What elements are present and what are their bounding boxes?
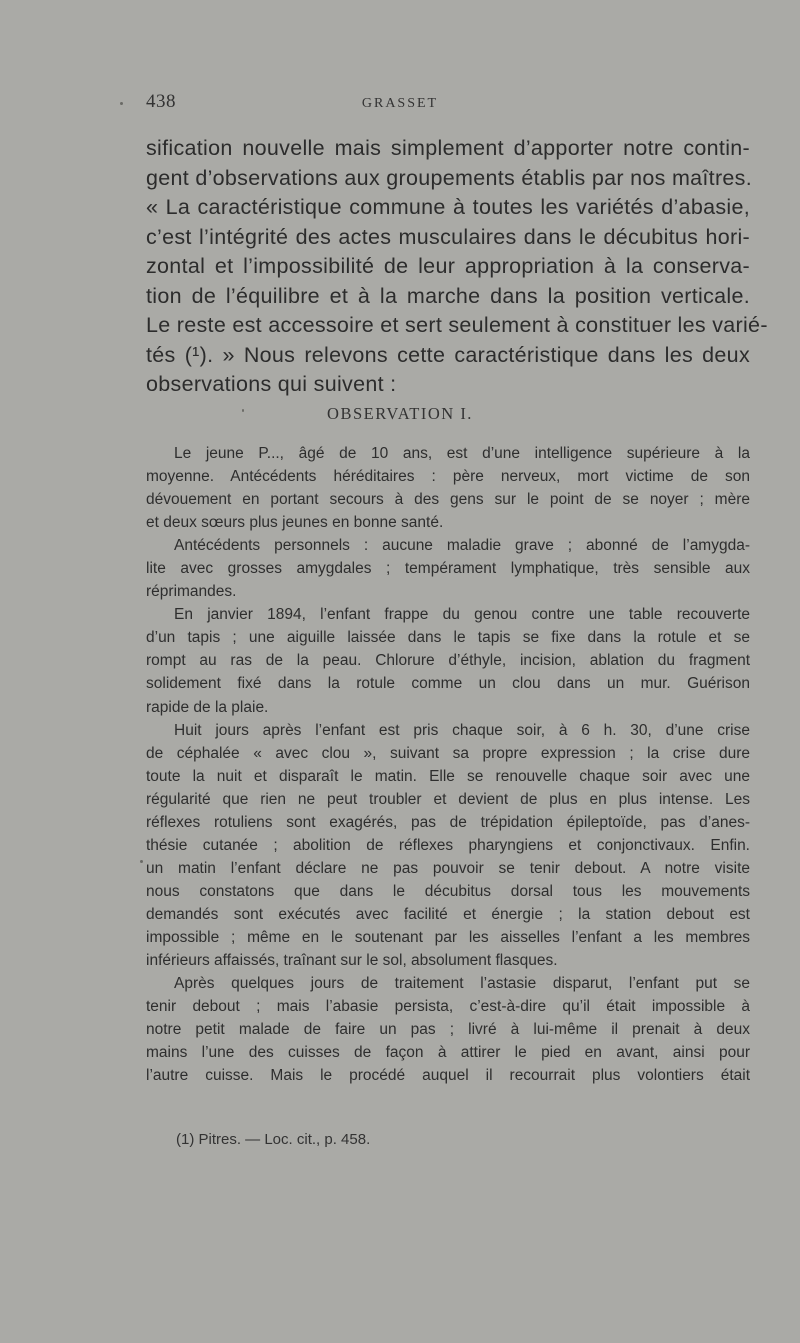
text-line: rompt au ras de la peau. Chlorure d’éthyle, incision, ablation du fragment xyxy=(146,652,750,670)
text-line: dévouement en portant secours à des gens sur le point de se noyer ; mère xyxy=(146,491,750,509)
text-line: Après quelques jours de traitement l’astasie disparut, l’enfant put se xyxy=(174,975,750,993)
paper-speck xyxy=(242,409,244,412)
text-line: observations qui suivent : xyxy=(146,372,397,396)
text-line: impossible ; même en le soutenant par les aisselles l’enfant a les membres xyxy=(146,928,750,946)
intro-paragraph xyxy=(146,134,768,400)
text-line: réprimandes. xyxy=(146,583,237,601)
text-line: Antécédents personnels : aucune maladie grave ; abonné de l’amygda- xyxy=(174,537,750,555)
text-line: d’un tapis ; une aiguille laissée dans le tapis se fixe dans la rotule et se xyxy=(146,629,750,647)
text-line: gent d’observations aux groupements établis par nos maîtres. xyxy=(146,165,752,190)
running-title: GRASSET xyxy=(361,96,439,111)
text-line: notre petit malade de faire un pas ; livré à lui-même il prenait à deux xyxy=(146,1021,750,1039)
text-line: rapide de la plaie. xyxy=(146,698,269,716)
text-line: inférieurs affaissés, traînant sur le sol, absolument flasques. xyxy=(146,952,558,970)
text-line: réflexes rotuliens sont exagérés, pas de trépidation épileptoïde, pas d’anes- xyxy=(146,813,750,831)
text-line: toute la nuit et disparaît le matin. Elle se renouvelle chaque soir avec une xyxy=(146,767,750,785)
footnote: (1) Pitres. — Loc. cit., p. 458. xyxy=(176,1131,371,1148)
text-line: demandés sont exécutés avec facilité et énergie ; la station debout est xyxy=(146,905,750,923)
text-line: Le reste est accessoire et sert seulement à constituer les varié- xyxy=(146,313,768,337)
observation-body xyxy=(146,442,750,1087)
text-line: c’est l’intégrité des actes musculaires dans le décubitus hori- xyxy=(146,224,750,249)
text-line: et deux sœurs plus jeunes en bonne santé. xyxy=(146,514,444,532)
observation-heading: OBSERVATION I. xyxy=(327,404,473,423)
text-line: Huit jours après l’enfant est pris chaque soir, à 6 h. 30, d’une crise xyxy=(174,721,750,739)
text-line: de céphalée « avec clou », suivant sa propre expression ; la crise dure xyxy=(146,744,750,762)
text-line: l’autre cuisse. Mais le procédé auquel il recourrait plus volontiers était xyxy=(146,1067,750,1085)
text-line: tion de l’équilibre et à la marche dans la position verticale. xyxy=(146,283,750,308)
text-line: un matin l’enfant déclare ne pas pouvoir se tenir debout. A notre visite xyxy=(146,859,750,877)
paper-speck xyxy=(140,860,143,863)
text-line: mains l’une des cuisses de façon à attirer le pied en avant, ainsi pour xyxy=(146,1044,750,1062)
text-line: tenir debout ; mais l’abasie persista, c’est-à-dire qu’il était impossible à xyxy=(146,998,750,1016)
text-line: thésie cutanée ; abolition de réflexes pharyngiens et conjonctivaux. Enfin. xyxy=(146,836,750,854)
text-line: solidement fixé dans la rotule comme un clou dans un mur. Guérison xyxy=(146,675,750,693)
text-line: régularité que rien ne peut troubler et devient de plus en plus intense. Les xyxy=(146,790,750,808)
text-line: lite avec grosses amygdales ; tempérament lymphatique, très sensible aux xyxy=(146,560,750,578)
text-line: En janvier 1894, l’enfant frappe du genou contre une table recouverte xyxy=(174,606,750,624)
text-line: zontal et l’impossibilité de leur appropriation à la conserva- xyxy=(146,254,750,278)
page-number: 438 xyxy=(146,91,176,112)
text-line: moyenne. Antécédents héréditaires : père nerveux, mort victime de son xyxy=(146,468,750,486)
text-line: Le jeune P..., âgé de 10 ans, est d’une intelligence supérieure à la xyxy=(174,445,750,462)
text-line: tés (¹). » Nous relevons cette caractéristique dans les deux xyxy=(146,342,750,367)
text-line: nous constatons que dans le décubitus dorsal tous les mouvements xyxy=(146,882,750,900)
text-line: sification nouvelle mais simplement d’apporter notre contin- xyxy=(146,136,750,160)
text-line: « La caractéristique commune à toutes les variétés d’abasie, xyxy=(146,195,750,219)
paper-speck xyxy=(120,102,123,105)
